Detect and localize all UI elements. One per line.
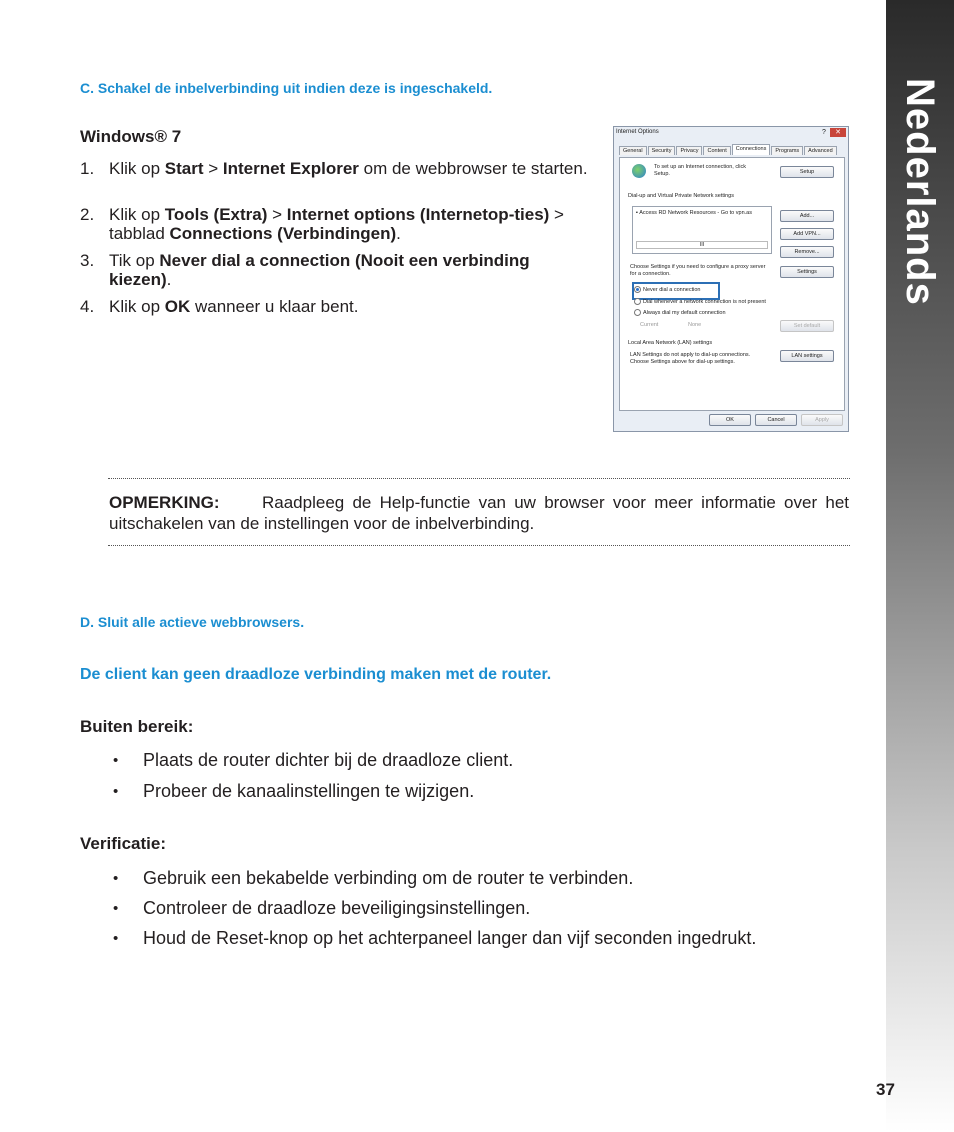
radio-never-dial: Never dial a connection bbox=[634, 286, 700, 294]
out-of-range-item-2: Probeer de kanaalinstellingen te wijzigen. bbox=[143, 781, 475, 801]
choose-settings-text: Choose Settings if you need to configure a proxy server for a connection. bbox=[630, 264, 766, 277]
apply-button: Apply bbox=[801, 414, 843, 426]
note-divider-bottom bbox=[108, 545, 850, 546]
page-number: 37 bbox=[876, 1080, 895, 1099]
cancel-button: Cancel bbox=[755, 414, 797, 426]
radio-dial-whenever: Dial whenever a network connection is not present bbox=[634, 298, 766, 306]
step-4-number: 4. bbox=[80, 297, 95, 316]
note-block bbox=[109, 492, 849, 534]
radio-selected-icon bbox=[634, 286, 641, 293]
lan-settings-button: LAN settings bbox=[780, 350, 834, 362]
lan-text: LAN Settings do not apply to dial-up connections. Choose Settings above for dial-up settings. bbox=[630, 352, 751, 365]
verification-item-3: Houd de Reset-knop op het achterpaneel langer dan vijf seconden ingedrukt. bbox=[143, 928, 757, 948]
note-text: Raadpleeg de Help-functie van uw browser voor meer informatie over het uitschakelen van de instellingen voor de inbelverbinding. bbox=[109, 493, 849, 533]
set-default-button: Set default bbox=[780, 320, 834, 332]
step-3-text: Tik op Never dial a connection (Nooit een verbinding kiezen). bbox=[109, 251, 530, 289]
radio-always-dial: Always dial my default connection bbox=[634, 309, 726, 317]
globe-icon bbox=[632, 164, 646, 178]
verification-item-2: Controleer de draadloze beveiligingsinstellingen. bbox=[143, 898, 531, 918]
bullet-icon: • bbox=[113, 870, 119, 887]
radio-icon bbox=[634, 298, 641, 305]
window-controls bbox=[818, 128, 846, 137]
help-icon: ? bbox=[822, 129, 826, 136]
add-button: Add... bbox=[780, 210, 834, 222]
setup-text: To set up an Internet connection, click Setup. bbox=[654, 164, 747, 177]
step-2-text: Klik op Tools (Extra) > Internet options (Internetop-ties) > tabblad Connections (Verbindingen). bbox=[109, 205, 564, 243]
current-label: Current bbox=[640, 322, 659, 328]
note-label: OPMERKING: bbox=[109, 493, 220, 512]
list-scrollbar: III bbox=[636, 241, 768, 249]
section-c-heading: C. Schakel de inbelverbinding uit indien deze is ingeschakeld. bbox=[80, 80, 493, 96]
out-of-range-item-1: Plaats de router dichter bij de draadloze client. bbox=[143, 750, 514, 770]
dialup-label: Dial-up and Virtual Private Network settings bbox=[628, 193, 734, 199]
connections-panel bbox=[619, 157, 845, 411]
lan-label: Local Area Network (LAN) settings bbox=[628, 340, 713, 346]
step-3-number: 3. bbox=[80, 251, 95, 270]
tab-connections: Connections bbox=[732, 144, 771, 155]
tab-content: Content bbox=[703, 146, 730, 155]
connection-list bbox=[632, 206, 772, 254]
verification-heading: Verificatie: bbox=[80, 834, 166, 853]
section-d-heading: D. Sluit alle actieve webbrowsers. bbox=[80, 614, 305, 630]
note-divider-top bbox=[108, 478, 850, 479]
dialog-tabs bbox=[619, 146, 838, 155]
add-vpn-button: Add VPN... bbox=[780, 228, 834, 240]
bullet-icon: • bbox=[113, 930, 119, 947]
connection-list-item: ▪ Access RD Network Resources - Go to vpn.as bbox=[636, 210, 752, 216]
bullet-icon: • bbox=[113, 900, 119, 917]
tab-advanced: Advanced bbox=[804, 146, 836, 155]
bullet-icon: • bbox=[113, 752, 119, 769]
remove-button: Remove... bbox=[780, 246, 834, 258]
tab-programs: Programs bbox=[771, 146, 803, 155]
verification-item-1: Gebruik een bekabelde verbinding om de router te verbinden. bbox=[143, 868, 634, 888]
out-of-range-heading: Buiten bereik: bbox=[80, 717, 194, 736]
dialog-title: Internet Options bbox=[616, 129, 659, 135]
step-2-number: 2. bbox=[80, 205, 95, 224]
tab-privacy: Privacy bbox=[676, 146, 702, 155]
tab-security: Security bbox=[648, 146, 676, 155]
windows-heading: Windows® 7 bbox=[80, 127, 182, 146]
step-4-text: Klik op OK wanneer u klaar bent. bbox=[109, 297, 359, 316]
tab-general: General bbox=[619, 146, 647, 155]
radio-icon bbox=[634, 309, 641, 316]
step-1-number: 1. bbox=[80, 159, 95, 178]
language-side-tab-label: Nederlands bbox=[898, 78, 942, 306]
internet-options-screenshot bbox=[613, 126, 849, 432]
bullet-icon: • bbox=[113, 783, 119, 800]
client-heading: De client kan geen draadloze verbinding maken met de router. bbox=[80, 666, 552, 683]
close-icon: ✕ bbox=[830, 128, 846, 137]
setup-button: Setup bbox=[780, 166, 834, 178]
settings-button: Settings bbox=[780, 266, 834, 278]
step-1-text: Klik op Start > Internet Explorer om de webbrowser te starten. bbox=[109, 159, 588, 178]
current-value: None bbox=[688, 322, 702, 328]
ok-button: OK bbox=[709, 414, 751, 426]
